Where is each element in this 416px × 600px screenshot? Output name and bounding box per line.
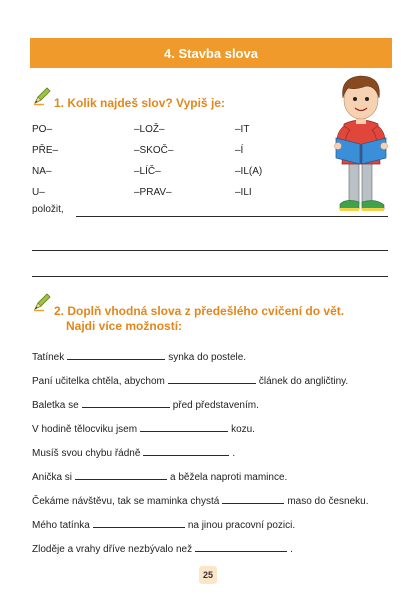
sentence-text: před představením.: [172, 400, 259, 411]
sentence-row: [32, 470, 287, 483]
prefix-column: [32, 119, 58, 203]
page-number: [199, 566, 217, 584]
sentence-text: Paní učitelka chtěla, abychom: [32, 376, 165, 387]
fill-blank[interactable]: [67, 350, 165, 360]
task1-title: 1. Kolik najdeš slov? Vypiš je:: [54, 96, 225, 110]
page-number-text: 25: [202, 570, 213, 580]
root-item: –LOŽ–: [134, 124, 165, 135]
fill-blank[interactable]: [140, 422, 228, 432]
suffix-item: –IL(A): [235, 166, 263, 177]
section-header: [30, 38, 392, 68]
section-title: 4. Stavba slova: [164, 45, 258, 61]
sentence-text: Čekáme návštěvu, tak se maminka chystá: [32, 496, 220, 507]
sentence-text: článek do angličtiny.: [258, 376, 349, 387]
prefix-item: PO–: [32, 124, 53, 135]
sentence-row: [32, 494, 368, 507]
sentence-text: V hodině tělocviku jsem: [32, 424, 138, 435]
answer-line[interactable]: [32, 276, 388, 277]
answer-line[interactable]: [32, 250, 388, 251]
fill-blank[interactable]: [75, 470, 167, 480]
fill-blank[interactable]: [143, 446, 229, 456]
sentence-text: synka do postele.: [168, 352, 247, 363]
sentence-text: maso do česneku.: [287, 496, 369, 507]
fill-blank[interactable]: [93, 518, 185, 528]
fill-blank[interactable]: [82, 398, 170, 408]
sentence-text: Tatínek: [32, 352, 65, 363]
pencil-icon: [32, 86, 52, 106]
sentence-text: na jinou pracovní pozici.: [187, 520, 296, 531]
sentence-row: [32, 446, 235, 459]
prefix-item: PŘE–: [32, 145, 59, 156]
sentence-row: [32, 542, 293, 555]
sentence-text: kozu.: [231, 424, 255, 435]
sentence-row: [32, 422, 255, 435]
root-item: –LÍČ–: [134, 166, 161, 177]
prefix-item: U–: [32, 187, 45, 198]
sentence-text: Anička si: [32, 472, 73, 483]
sentence-row: [32, 350, 246, 363]
answer-line[interactable]: [76, 216, 388, 217]
sentence-text: Zloděje a vrahy dříve nezbývalo než: [32, 544, 193, 555]
boy-reading-illustration: [326, 72, 396, 214]
sentence-row: [32, 374, 348, 387]
suffix-column: [235, 119, 262, 203]
sentence-text: Baletka se: [32, 400, 79, 411]
prefix-item: NA–: [32, 166, 52, 177]
sentence-text: .: [290, 544, 293, 555]
fill-blank[interactable]: [168, 374, 256, 384]
sentence-text: a běžela naproti mamince.: [170, 472, 288, 483]
sentence-text: .: [232, 448, 236, 459]
sentence-text: Mého tatínka: [32, 520, 90, 531]
suffix-item: –ILI: [235, 187, 252, 198]
root-column: [134, 119, 173, 203]
sentence-row: [32, 518, 295, 531]
root-item: –PRAV–: [134, 187, 172, 198]
sentence-text: Musíš svou chybu řádně: [32, 448, 141, 459]
example-word: položit,: [32, 204, 64, 215]
suffix-item: –IT: [235, 124, 250, 135]
suffix-item: –Í: [235, 145, 244, 156]
root-item: –SKOČ–: [134, 145, 174, 156]
sentence-row: [32, 398, 259, 411]
task2-subtitle: Najdi více možností:: [66, 319, 183, 333]
fill-blank[interactable]: [195, 542, 287, 552]
task2-title: 2. Doplň vhodná slova z předešlého cvičení do vět.: [54, 304, 345, 318]
fill-blank[interactable]: [222, 494, 284, 504]
pencil-icon: [32, 292, 52, 312]
